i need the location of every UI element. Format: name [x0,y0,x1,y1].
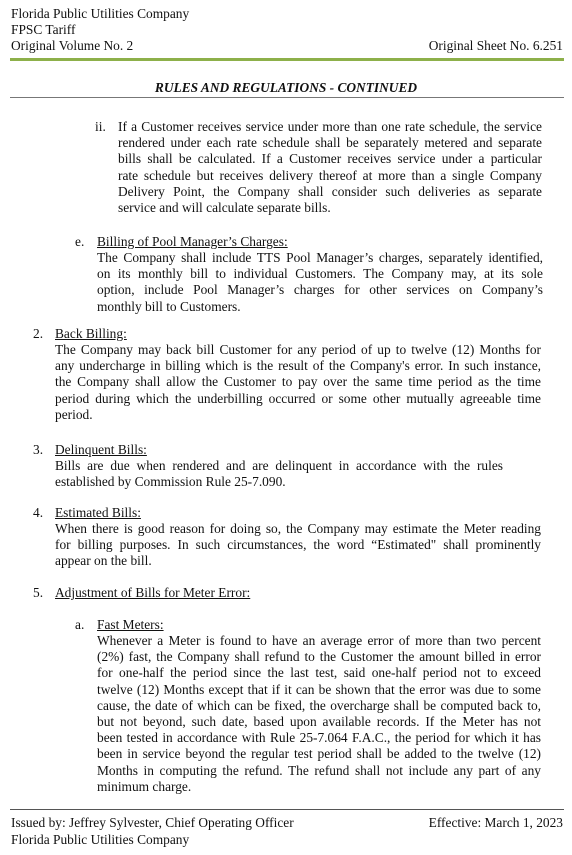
item-a-line: cause, the date of which can be fixed, the overcharge shall be computed back to, [97,697,541,713]
item-a-line: minimum charge. [97,778,192,794]
item-ii-line: service and will calculate separate bills. [118,200,331,216]
item-ii-line: Delivery Point, the Company shall consider such deliveries as separate [118,183,542,199]
item-e-heading: Billing of Pool Manager’s Charges: [97,234,288,249]
item-a-line: for one-half the period since the last test, said one-half period not to exceed [97,665,541,681]
item-ii-line: If a Customer receives service under more than one rate schedule, the service [118,119,542,134]
item-3-line: established by Commission Rule 25-7.090. [55,474,286,490]
item-ii-line: rendered under each rate schedule shall be separately metered and separate [118,135,542,151]
item-3-heading: Delinquent Bills: [55,442,147,457]
title-divider [10,97,564,98]
item-2-text [55,342,541,423]
header-volume: Original Volume No. 2 [11,38,134,53]
item-ii-line: rate schedule but receives delivery thereof at more than a single Company [118,167,542,183]
item-2-line: any undercharge in billing which is the result of the Company's error. In such instance, [55,358,541,374]
item-4-line: for billing purposes. In such circumstances, the word “Estimated" shall prominently [55,537,541,553]
page-footer [11,815,563,849]
item-a-line: but not beyond, such date, based upon available records. If the Meter has not [97,714,541,730]
item-a-line: (2%) fast, the Company shall refund to the Customer the amount billed in error [97,649,541,665]
item-a-line: been tested in accordance with Rule 25-7.064 F.A.C., the period for which it has [97,730,541,746]
item-a-marker: a. [75,617,85,632]
item-a-heading: Fast Meters: [97,617,164,632]
header-sheet: Original Sheet No. 6.251 [428,38,563,53]
item-e-line: The Company shall include TTS Pool Manager’s charges, separately identified, [97,250,543,265]
page-header [11,6,563,54]
item-2-heading: Back Billing: [55,326,127,341]
item-ii-line: bills shall be calculated. If a Customer receives service under a particular [118,151,542,167]
item-3-line: Bills are due when rendered and are delinquent in accordance with the rules [55,458,503,473]
header-tariff: FPSC Tariff [11,22,76,37]
item-2-line: the Company shall allow the Customer to pay over the same time period as the time [55,374,541,390]
footer-effective-date: Effective: March 1, 2023 [428,815,563,830]
item-4-line: When there is good reason for doing so, the Company may estimate the Meter reading [55,521,541,536]
item-ii-marker: ii. [95,119,106,134]
item-e-line: option, include Pool Manager’s charges for other services on Company’s [97,282,543,298]
item-5-marker: 5. [33,585,44,600]
item-2-marker: 2. [33,326,44,341]
item-2-line: period during which the underbilling occurred or some other mutually agreeable time [55,390,541,406]
item-a-line: been in service beyond the regular test period shall be added to the twelve (12) [97,746,541,762]
item-e-line: on its monthly bill to individual Customers. The Company may, at its sole [97,266,543,282]
item-4-marker: 4. [33,505,44,520]
section-title: RULES AND REGULATIONS - CONTINUED [154,80,418,95]
item-ii-text [118,119,542,216]
item-a-line: twelve (12) Months except that if it can be shown that the error was due to some [97,681,541,697]
item-4-text [55,521,541,570]
item-e-text [97,250,543,315]
item-3-text [55,458,503,490]
item-4-heading: Estimated Bills: [55,505,141,520]
item-e-line: monthly bill to Customers. [97,298,241,314]
footer-company: Florida Public Utilities Company [11,832,190,847]
item-e-marker: e. [75,234,85,249]
item-4-line: appear on the bill. [55,553,152,569]
item-2-line: The Company may back bill Customer for any period of up to twelve (12) Months for [55,342,541,357]
item-5-heading: Adjustment of Bills for Meter Error: [55,585,251,600]
footer-issued-by: Issued by: Jeffrey Sylvester, Chief Operating Officer [11,815,294,830]
item-a-line: Months in computing the refund. The refund shall not include any part of any [97,762,541,778]
item-2-line: period. [55,406,93,422]
item-3-marker: 3. [33,442,44,457]
item-a-text [97,633,541,795]
header-company: Florida Public Utilities Company [11,6,190,21]
header-divider [10,58,564,61]
footer-divider [10,809,564,810]
item-a-line: Whenever a Meter is found to have an average error of more than two percent [97,633,541,648]
